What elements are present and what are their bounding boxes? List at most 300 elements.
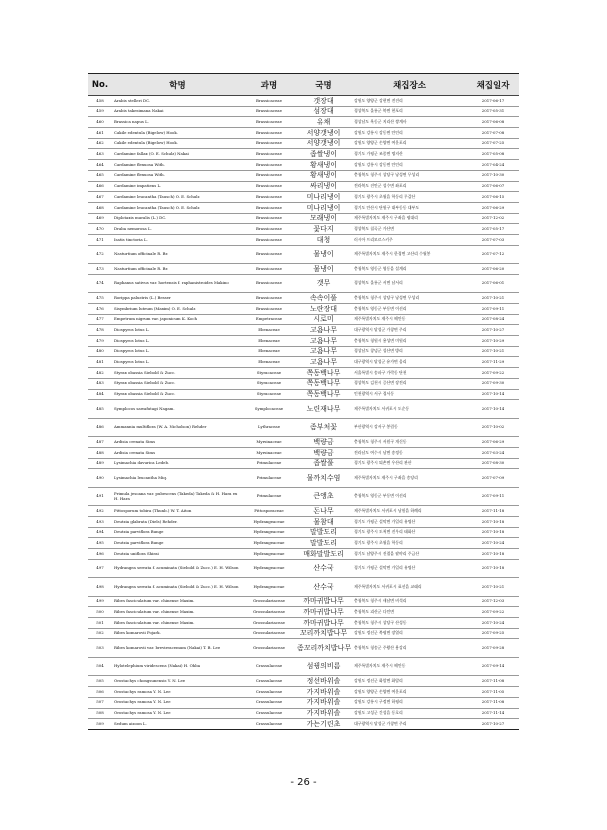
cell-korean-name: 서양갯냉이 [295, 138, 352, 149]
cell-locality: 제주특별자치도 서귀포시 남원읍 하례리 [352, 506, 467, 517]
cell-scientific-name: Diospyros lotus L. [112, 346, 243, 357]
table-row [88, 657, 519, 676]
cell-no: 464 [88, 160, 112, 171]
cell-date: 2017-06-01 [467, 274, 519, 293]
cell-date: 2017-04-24 [467, 160, 519, 171]
table-row [88, 687, 519, 698]
cell-no: 489 [88, 458, 112, 469]
cell-locality: 인천광역시 서구 경서동 [352, 389, 467, 400]
cell-scientific-name: Diplotaxis muralis (L.) DC. [112, 213, 243, 224]
cell-locality: 강원도 고성군 간성읍 동호리 [352, 708, 467, 719]
table-row [88, 559, 519, 578]
table-row [88, 400, 519, 419]
cell-date: 2017-03-24 [467, 447, 519, 458]
cell-korean-name: 큰앵초 [295, 487, 352, 506]
cell-korean-name: 황새냉이 [295, 170, 352, 181]
cell-locality: 경기도 안산시 단원구 대부동동 대부도 [352, 202, 467, 213]
cell-scientific-name: Nasturtium officinale R. Br. [112, 264, 243, 275]
cell-korean-name: 황새냉이 [295, 160, 352, 171]
table-row [88, 314, 519, 325]
specimen-table [88, 73, 519, 730]
table-row [88, 708, 519, 719]
cell-family: Crassulaceae [243, 719, 295, 730]
cell-scientific-name: Cakile edentula (Bigelow) Hook. [112, 138, 243, 149]
table-row [88, 628, 519, 639]
table-row [88, 487, 519, 506]
cell-locality: 경상북도 김천시 증산면 장전리 [352, 378, 467, 389]
cell-scientific-name: Styrax obassia Siebold & Zucc. [112, 389, 243, 400]
table-row [88, 368, 519, 379]
cell-locality: 서울특별시 송파구 가락동 단천 [352, 368, 467, 379]
cell-korean-name: 산수국 [295, 578, 352, 597]
cell-no: 459 [88, 106, 112, 117]
cell-scientific-name: Hylotelephium viridescens (Nakai) H. Ohba [112, 657, 243, 676]
cell-korean-name: 쪽동백나무 [295, 389, 352, 400]
cell-date: 2017-10-24 [467, 538, 519, 549]
cell-no: 468 [88, 202, 112, 213]
header-scientific-name: 학명 [112, 74, 243, 96]
cell-scientific-name: Sedum aizoon L. [112, 719, 243, 730]
cell-date: 2017-10-14 [467, 400, 519, 419]
cell-korean-name: 쪽동백나무 [295, 368, 352, 379]
cell-date: 2017-11-08 [467, 697, 519, 708]
cell-date: 2017-11-14 [467, 708, 519, 719]
cell-no: 509 [88, 719, 112, 730]
cell-family: Symplocaceae [243, 400, 295, 419]
cell-korean-name: 고욤나무 [295, 336, 352, 347]
cell-family: Brassicaceae [243, 117, 295, 128]
cell-no: 469 [88, 213, 112, 224]
cell-date: 2017-09-22 [467, 368, 519, 379]
table-row [88, 325, 519, 336]
cell-date: 2017-10-24 [467, 618, 519, 629]
cell-no: 507 [88, 697, 112, 708]
cell-scientific-name: Deutzia parviflora Bunge [112, 538, 243, 549]
cell-no: 487 [88, 437, 112, 448]
cell-no: 461 [88, 128, 112, 139]
cell-date: 2017-10-30 [467, 170, 519, 181]
cell-locality: 제주특별자치도 제주시 해안동 [352, 657, 467, 676]
cell-scientific-name: Styrax obassia Siebold & Zucc. [112, 368, 243, 379]
cell-locality: 강원도 양양군 손양면 여운포리 [352, 138, 467, 149]
cell-locality: 전라북도 진안군 성수면 좌포리 [352, 181, 467, 192]
table-row [88, 469, 519, 488]
cell-locality: 경기도 광주시 초월읍 학동리 무갑산 [352, 192, 467, 203]
cell-korean-name: 꽃다지 [295, 224, 352, 235]
cell-scientific-name: Orostachys ramosa Y. N. Lee [112, 697, 243, 708]
cell-family: Hydrangeaceae [243, 559, 295, 578]
cell-scientific-name: Cardamine leucantha (Tausch) O. E. Schulz [112, 202, 243, 213]
table-row [88, 697, 519, 708]
cell-korean-name: 섬장대 [295, 106, 352, 117]
cell-locality: 충청북도 괴산군 다인면 [352, 607, 467, 618]
cell-locality: 강원도 정선군 화암면 화암리 [352, 676, 467, 687]
table-row [88, 160, 519, 171]
cell-family: Hydrangeaceae [243, 527, 295, 538]
cell-no: 493 [88, 516, 112, 527]
cell-scientific-name: Orostachys chongsunensis Y. N. Lee [112, 676, 243, 687]
cell-korean-name: 꼬리까치밥나무 [295, 628, 352, 639]
cell-family: Brassicaceae [243, 264, 295, 275]
cell-korean-name: 대청 [295, 234, 352, 245]
cell-scientific-name: Ribes fasciculatum var. chinense Maxim. [112, 607, 243, 618]
cell-no: 470 [88, 224, 112, 235]
cell-locality: 경상남도 창녕군 성산면 방리 [352, 346, 467, 357]
cell-family: Brassicaceae [243, 274, 295, 293]
cell-no: 497 [88, 559, 112, 578]
cell-date: 2017-09-11 [467, 304, 519, 315]
cell-korean-name: 백량금 [295, 437, 352, 448]
cell-family: Grossulariaceae [243, 618, 295, 629]
cell-scientific-name: Lysimachia davurica Ledeb. [112, 458, 243, 469]
table-row [88, 639, 519, 658]
cell-korean-name: 고욤나무 [295, 357, 352, 368]
cell-family: Styracaceae [243, 378, 295, 389]
cell-date: 2017-09-11 [467, 487, 519, 506]
cell-family: Empetraceae [243, 314, 295, 325]
cell-date: 2017-10-18 [467, 516, 519, 527]
cell-locality: 충청북도 청주시 서원구 개신동 [352, 437, 467, 448]
cell-date: 2017-06-29 [467, 202, 519, 213]
cell-scientific-name: Ammannia multiflora (W. A. Nicholson) Rehder [112, 418, 243, 437]
cell-no: 490 [88, 469, 112, 488]
cell-no: 491 [88, 487, 112, 506]
cell-korean-name: 섬꿩의비름 [295, 657, 352, 676]
cell-family: Brassicaceae [243, 224, 295, 235]
table-row [88, 676, 519, 687]
cell-locality: 경기도 가평군 설악면 가일리 유명산 [352, 559, 467, 578]
cell-korean-name: 서양갯냉이 [295, 128, 352, 139]
cell-locality: 충청북도 청주시 상당구 산성동 [352, 618, 467, 629]
cell-date: 2017-07-12 [467, 245, 519, 264]
cell-locality: 경기도 가평군 조종면 명지산 [352, 149, 467, 160]
specimen-table-wrapper [88, 73, 519, 730]
cell-date: 2017-09-14 [467, 657, 519, 676]
cell-date: 2017-06-08 [467, 117, 519, 128]
table-body [88, 96, 519, 730]
cell-family: Grossulariaceae [243, 607, 295, 618]
cell-scientific-name: Deutzia uniflora Shirai [112, 549, 243, 560]
table-row [88, 418, 519, 437]
cell-date: 2017-10-21 [467, 293, 519, 304]
cell-no: 480 [88, 346, 112, 357]
table-row [88, 346, 519, 357]
cell-family: Brassicaceae [243, 128, 295, 139]
table-row [88, 213, 519, 224]
cell-no: 495 [88, 538, 112, 549]
cell-date: 2017-10-18 [467, 527, 519, 538]
cell-locality: 러시아 프리모르스키주 [352, 234, 467, 245]
cell-family: Styracaceae [243, 389, 295, 400]
cell-date: 2017-06-29 [467, 437, 519, 448]
cell-korean-name: 좁쌀냉이 [295, 149, 352, 160]
cell-date: 2017-07-08 [467, 128, 519, 139]
header-date: 채집일자 [467, 74, 519, 96]
table-row [88, 578, 519, 597]
cell-scientific-name: Deutzia parviflora Bunge [112, 527, 243, 538]
cell-date: 2017-07-25 [467, 138, 519, 149]
table-row [88, 274, 519, 293]
cell-locality: 경상북도 칠곡군 가산면 [352, 224, 467, 235]
cell-no: 499 [88, 596, 112, 607]
cell-family: Brassicaceae [243, 96, 295, 107]
table-row [88, 181, 519, 192]
table-row [88, 389, 519, 400]
cell-locality: 충청북도 청주시 새남면 비석리 [352, 596, 467, 607]
cell-scientific-name: Ribes komarovii var. brevirracemum (Nakai) T. B. Lee [112, 639, 243, 658]
cell-scientific-name: Raphanus sativus var. hortensis f. raphanistroides Makino [112, 274, 243, 293]
cell-scientific-name: Nasturtium officinale R. Br. [112, 245, 243, 264]
cell-locality: 충청북도 청주시 상당구 낭성면 무성리 [352, 170, 467, 181]
cell-no: 482 [88, 368, 112, 379]
cell-scientific-name: Sisymbrium luteum (Maxim) O. E. Schulz [112, 304, 243, 315]
header-no: No. [88, 74, 112, 96]
cell-scientific-name: Cardamine flexuosa With. [112, 160, 243, 171]
cell-date: 2017-05-17 [467, 224, 519, 235]
cell-date: 2017-05-08 [467, 149, 519, 160]
cell-date: 2017-10-21 [467, 346, 519, 357]
cell-no: 462 [88, 138, 112, 149]
cell-korean-name: 물참대 [295, 516, 352, 527]
table-row [88, 106, 519, 117]
cell-korean-name: 까마귀밥나무 [295, 596, 352, 607]
cell-locality: 충청북도 청주시 상당구 낭성면 무성리 [352, 293, 467, 304]
cell-no: 485 [88, 400, 112, 419]
cell-family: Hydrangeaceae [243, 516, 295, 527]
cell-no: 503 [88, 639, 112, 658]
cell-locality: 제주특별자치도 제주시 해안동 [352, 314, 467, 325]
table-row [88, 357, 519, 368]
cell-family: Brassicaceae [243, 170, 295, 181]
cell-family: Brassicaceae [243, 293, 295, 304]
cell-scientific-name: Hydrangea serrata f. acuminata (Siebold & Zucc.) E. H. Wilson [112, 559, 243, 578]
cell-date: 2017-10-29 [467, 336, 519, 347]
cell-family: Brassicaceae [243, 138, 295, 149]
cell-family: Crassulaceae [243, 697, 295, 708]
table-row [88, 336, 519, 347]
cell-scientific-name: Arabis takesimana Nakai [112, 106, 243, 117]
cell-no: 504 [88, 657, 112, 676]
cell-no: 508 [88, 708, 112, 719]
cell-date: 2017-10-14 [467, 389, 519, 400]
table-row [88, 234, 519, 245]
cell-locality: 충청북도 청송군 주왕산 용강리 [352, 639, 467, 658]
cell-scientific-name: Ribes komarovii Pojark. [112, 628, 243, 639]
cell-no: 478 [88, 325, 112, 336]
cell-no: 465 [88, 170, 112, 181]
cell-korean-name: 갯무 [295, 274, 352, 293]
cell-korean-name: 가지바위솔 [295, 687, 352, 698]
cell-date: 2017-09-30 [467, 378, 519, 389]
cell-scientific-name: Ardisia crenata Sims [112, 447, 243, 458]
cell-scientific-name: Lysimachia leucantha Miq. [112, 469, 243, 488]
cell-date: 2017-06-15 [467, 192, 519, 203]
cell-no: 473 [88, 264, 112, 275]
cell-scientific-name: Symplocos sawafutagi Nagam. [112, 400, 243, 419]
cell-scientific-name: Pittosporum tobira (Thunb.) W. T. Aiton [112, 506, 243, 517]
cell-no: 501 [88, 618, 112, 629]
cell-korean-name: 물까치수염 [295, 469, 352, 488]
cell-no: 476 [88, 304, 112, 315]
cell-locality: 부산광역시 강서구 봉림동 [352, 418, 467, 437]
cell-scientific-name: Diospyros lotus L. [112, 336, 243, 347]
cell-locality: 강원도 강릉시 강동면 안인리 [352, 128, 467, 139]
table-row [88, 458, 519, 469]
cell-date: 2017-10-27 [467, 719, 519, 730]
cell-scientific-name: Primula jesoana var. pubescens (Takeda) Takeda & H. Hara ex H. Hara [112, 487, 243, 506]
cell-korean-name: 노란장대 [295, 304, 352, 315]
cell-date: 2017-06-07 [467, 181, 519, 192]
cell-korean-name: 말발도리 [295, 527, 352, 538]
cell-locality: 전라남도 여수시 남면 송정동 [352, 447, 467, 458]
cell-locality: 강원도 강릉시 강동면 안인리 [352, 160, 467, 171]
cell-no: 477 [88, 314, 112, 325]
cell-family: Lythraceae [243, 418, 295, 437]
table-row [88, 149, 519, 160]
cell-family: Primulaceae [243, 469, 295, 488]
cell-korean-name: 쪽동백나무 [295, 378, 352, 389]
cell-no: 486 [88, 418, 112, 437]
table-row [88, 264, 519, 275]
cell-date: 2017-10-21 [467, 578, 519, 597]
cell-no: 472 [88, 245, 112, 264]
cell-date: 2017-09-28 [467, 639, 519, 658]
cell-no: 471 [88, 234, 112, 245]
cell-korean-name: 모래냉이 [295, 213, 352, 224]
cell-family: Crassulaceae [243, 687, 295, 698]
cell-korean-name: 가는기린초 [295, 719, 352, 730]
cell-family: Ebenaceae [243, 325, 295, 336]
table-row [88, 202, 519, 213]
cell-date: 2017-10-27 [467, 325, 519, 336]
cell-family: Brassicaceae [243, 181, 295, 192]
cell-family: Styracaceae [243, 368, 295, 379]
cell-family: Ebenaceae [243, 336, 295, 347]
cell-family: Brassicaceae [243, 149, 295, 160]
cell-family: Hydrangeaceae [243, 549, 295, 560]
cell-scientific-name: Cardamine flexuosa With. [112, 170, 243, 181]
cell-scientific-name: Empetrum nigrum var. japonicum K. Koch [112, 314, 243, 325]
cell-scientific-name: Ribes fasciculatum var. chinense Maxim. [112, 596, 243, 607]
cell-locality: 경기도 광주시 초월읍 학동리 [352, 538, 467, 549]
header-locality: 채집장소 [352, 74, 467, 96]
cell-korean-name: 돈나무 [295, 506, 352, 517]
cell-locality: 경기도 가평군 설악면 가일리 유명산 [352, 516, 467, 527]
cell-family: Crassulaceae [243, 708, 295, 719]
cell-locality: 대구광역시 달성군 가창면 주리 [352, 325, 467, 336]
table-row [88, 96, 519, 107]
cell-korean-name: 미나리냉이 [295, 202, 352, 213]
table-row [88, 224, 519, 235]
table-row [88, 117, 519, 128]
cell-scientific-name: Hydrangea serrata f. acuminata (Siebold & Zucc.) E. H. Wilson [112, 578, 243, 597]
cell-locality: 충청북도 청원시 용성면 미원리 [352, 336, 467, 347]
cell-no: 498 [88, 578, 112, 597]
cell-scientific-name: Orostachys ramosa Y. N. Lee [112, 687, 243, 698]
cell-date: 2017-12-02 [467, 213, 519, 224]
cell-scientific-name: Isatis tinctoria L. [112, 234, 243, 245]
cell-scientific-name: Diospyros lotus L. [112, 325, 243, 336]
cell-scientific-name: Brassica napus L. [112, 117, 243, 128]
cell-locality: 강원도 양양군 강현면 전진리 [352, 96, 467, 107]
cell-scientific-name: Arabis stelleri DC. [112, 96, 243, 107]
table-row [88, 549, 519, 560]
cell-no: 500 [88, 607, 112, 618]
cell-date: 2017-12-03 [467, 596, 519, 607]
cell-locality: 제주특별자치도 제주시 구좌읍 평대리 [352, 213, 467, 224]
cell-family: Primulaceae [243, 487, 295, 506]
cell-scientific-name: Diospyros lotus L. [112, 357, 243, 368]
cell-scientific-name: Ardisia crenata Sims [112, 437, 243, 448]
cell-korean-name: 정선바위솔 [295, 676, 352, 687]
cell-family: Brassicaceae [243, 213, 295, 224]
cell-family: Brassicaceae [243, 245, 295, 264]
cell-locality: 제주특별자치도 제주시 한경면 고산리 수월봉 [352, 245, 467, 264]
cell-family: Pittosporaceae [243, 506, 295, 517]
cell-date: 2017-10-02 [467, 418, 519, 437]
table-row [88, 304, 519, 315]
cell-locality: 충청북도 영동군 영동읍 설계리 [352, 264, 467, 275]
table-row [88, 596, 519, 607]
cell-date: 2017-07-09 [467, 469, 519, 488]
cell-date: 2017-11-05 [467, 687, 519, 698]
table-row [88, 437, 519, 448]
cell-no: 475 [88, 293, 112, 304]
cell-scientific-name: Cardamine impatiens L. [112, 181, 243, 192]
cell-no: 458 [88, 96, 112, 107]
cell-family: Brassicaceae [243, 106, 295, 117]
cell-date: 2017-08-30 [467, 458, 519, 469]
cell-family: Primulaceae [243, 458, 295, 469]
cell-date: 2017-07-03 [467, 234, 519, 245]
cell-no: 481 [88, 357, 112, 368]
table-row [88, 506, 519, 517]
cell-no: 484 [88, 389, 112, 400]
cell-locality: 강원도 양양군 손양면 여운포리 [352, 687, 467, 698]
cell-locality: 제주특별자치도 제주시 구좌읍 송당리 [352, 469, 467, 488]
cell-no: 483 [88, 378, 112, 389]
cell-locality: 대구광역시 달성군 가창면 주리 [352, 719, 467, 730]
table-row [88, 245, 519, 264]
page-number: - 26 - [290, 777, 317, 788]
table-row [88, 192, 519, 203]
cell-no: 479 [88, 336, 112, 347]
cell-no: 506 [88, 687, 112, 698]
cell-scientific-name: Deutzia glabrata (Diels) Rehder. [112, 516, 243, 527]
cell-no: 463 [88, 149, 112, 160]
table-row [88, 378, 519, 389]
cell-korean-name: 매화말발도리 [295, 549, 352, 560]
cell-locality: 충청북도 영동군 부동면 이선리 [352, 487, 467, 506]
cell-korean-name: 고욤나무 [295, 346, 352, 357]
cell-scientific-name: Styrax obassia Siebold & Zucc. [112, 378, 243, 389]
cell-family: Brassicaceae [243, 234, 295, 245]
cell-korean-name: 가지바위솔 [295, 697, 352, 708]
cell-family: Hydrangeaceae [243, 578, 295, 597]
cell-korean-name: 좀부처꽃 [295, 418, 352, 437]
cell-date: 2017-10-18 [467, 549, 519, 560]
cell-no: 505 [88, 676, 112, 687]
cell-date: 2017-05-31 [467, 106, 519, 117]
cell-no: 496 [88, 549, 112, 560]
cell-korean-name: 백량금 [295, 447, 352, 458]
cell-locality: 경상북도 울릉군 서면 남서리 [352, 274, 467, 293]
cell-family: Myrsinaceae [243, 447, 295, 458]
cell-date: 2017-08-24 [467, 314, 519, 325]
cell-korean-name: 좁쌀풀 [295, 458, 352, 469]
cell-locality: 강원도 정선군 북평면 장열리 [352, 628, 467, 639]
cell-korean-name: 미나리냉이 [295, 192, 352, 203]
